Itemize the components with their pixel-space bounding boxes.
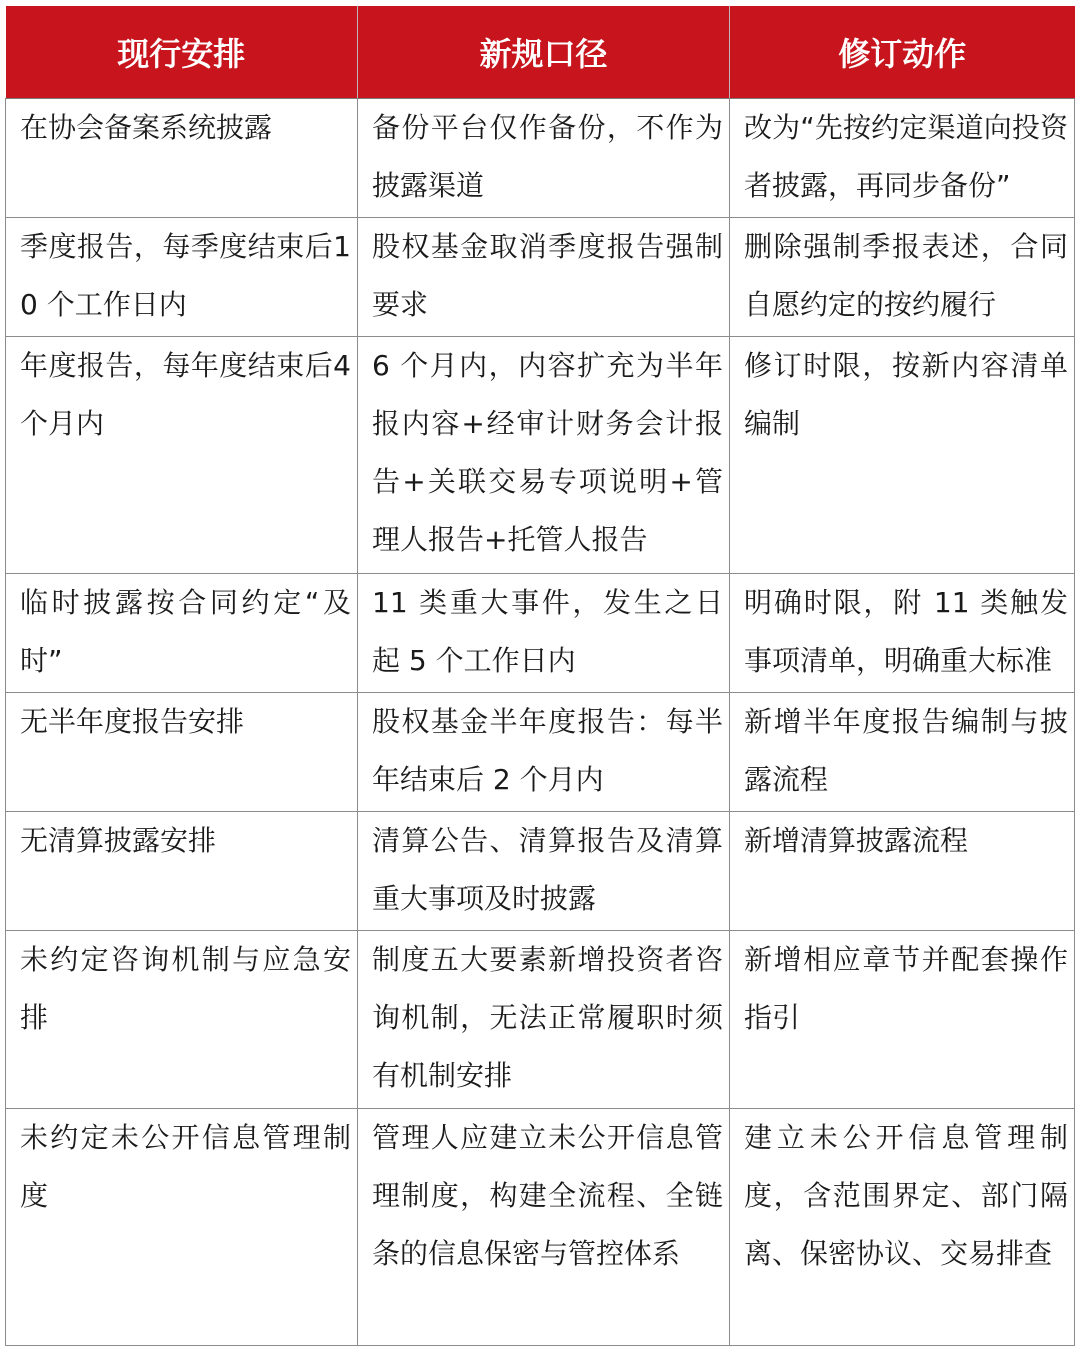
table-row bbox=[6, 1109, 1075, 1346]
table-row bbox=[6, 574, 1075, 693]
cell-new-rule: 股权基金半年度报告：每半年结束后 2 个月内 bbox=[358, 693, 730, 812]
cell-new-rule: 11 类重大事件，发生之日起 5 个工作日内 bbox=[358, 574, 730, 693]
cell-current: 临时披露按合同约定“及时” bbox=[6, 574, 358, 693]
table-row bbox=[6, 337, 1075, 574]
cell-new-rule: 清算公告、清算报告及清算重大事项及时披露 bbox=[358, 812, 730, 931]
cell-new-rule: 6 个月内，内容扩充为半年报内容+经审计财务会计报告+关联交易专项说明+管理人报告+托管人报告 bbox=[358, 337, 730, 574]
table-header-row bbox=[6, 6, 1075, 99]
cell-current: 季度报告，每季度结束后10 个工作日内 bbox=[6, 218, 358, 337]
cell-new-rule: 管理人应建立未公开信息管理制度，构建全流程、全链条的信息保密与管控体系 bbox=[358, 1109, 730, 1346]
cell-revision: 删除强制季报表述，合同自愿约定的按约履行 bbox=[730, 218, 1075, 337]
table-row bbox=[6, 99, 1075, 218]
comparison-table bbox=[5, 6, 1075, 1346]
cell-revision: 改为“先按约定渠道向投资者披露，再同步备份” bbox=[730, 99, 1075, 218]
table-row bbox=[6, 812, 1075, 931]
cell-current: 未约定未公开信息管理制度 bbox=[6, 1109, 358, 1346]
cell-current: 年度报告，每年度结束后4 个月内 bbox=[6, 337, 358, 574]
cell-revision: 修订时限，按新内容清单编制 bbox=[730, 337, 1075, 574]
cell-revision: 新增清算披露流程 bbox=[730, 812, 1075, 931]
cell-revision: 新增半年度报告编制与披露流程 bbox=[730, 693, 1075, 812]
header-new-rule: 新规口径 bbox=[358, 6, 730, 99]
cell-new-rule: 股权基金取消季度报告强制要求 bbox=[358, 218, 730, 337]
cell-current: 无清算披露安排 bbox=[6, 812, 358, 931]
cell-revision: 建立未公开信息管理制度，含范围界定、部门隔离、保密协议、交易排查 bbox=[730, 1109, 1075, 1346]
cell-new-rule: 制度五大要素新增投资者咨询机制，无法正常履职时须有机制安排 bbox=[358, 931, 730, 1109]
cell-revision: 明确时限，附 11 类触发事项清单，明确重大标准 bbox=[730, 574, 1075, 693]
header-current-arrangement: 现行安排 bbox=[6, 6, 358, 99]
table-row bbox=[6, 693, 1075, 812]
disclosure-comparison-table bbox=[5, 6, 1074, 1346]
header-revision-action: 修订动作 bbox=[730, 6, 1075, 99]
table-row bbox=[6, 218, 1075, 337]
cell-revision: 新增相应章节并配套操作指引 bbox=[730, 931, 1075, 1109]
cell-current: 无半年度报告安排 bbox=[6, 693, 358, 812]
cell-current: 未约定咨询机制与应急安排 bbox=[6, 931, 358, 1109]
table-row bbox=[6, 931, 1075, 1109]
cell-new-rule: 备份平台仅作备份，不作为披露渠道 bbox=[358, 99, 730, 218]
cell-current: 在协会备案系统披露 bbox=[6, 99, 358, 218]
